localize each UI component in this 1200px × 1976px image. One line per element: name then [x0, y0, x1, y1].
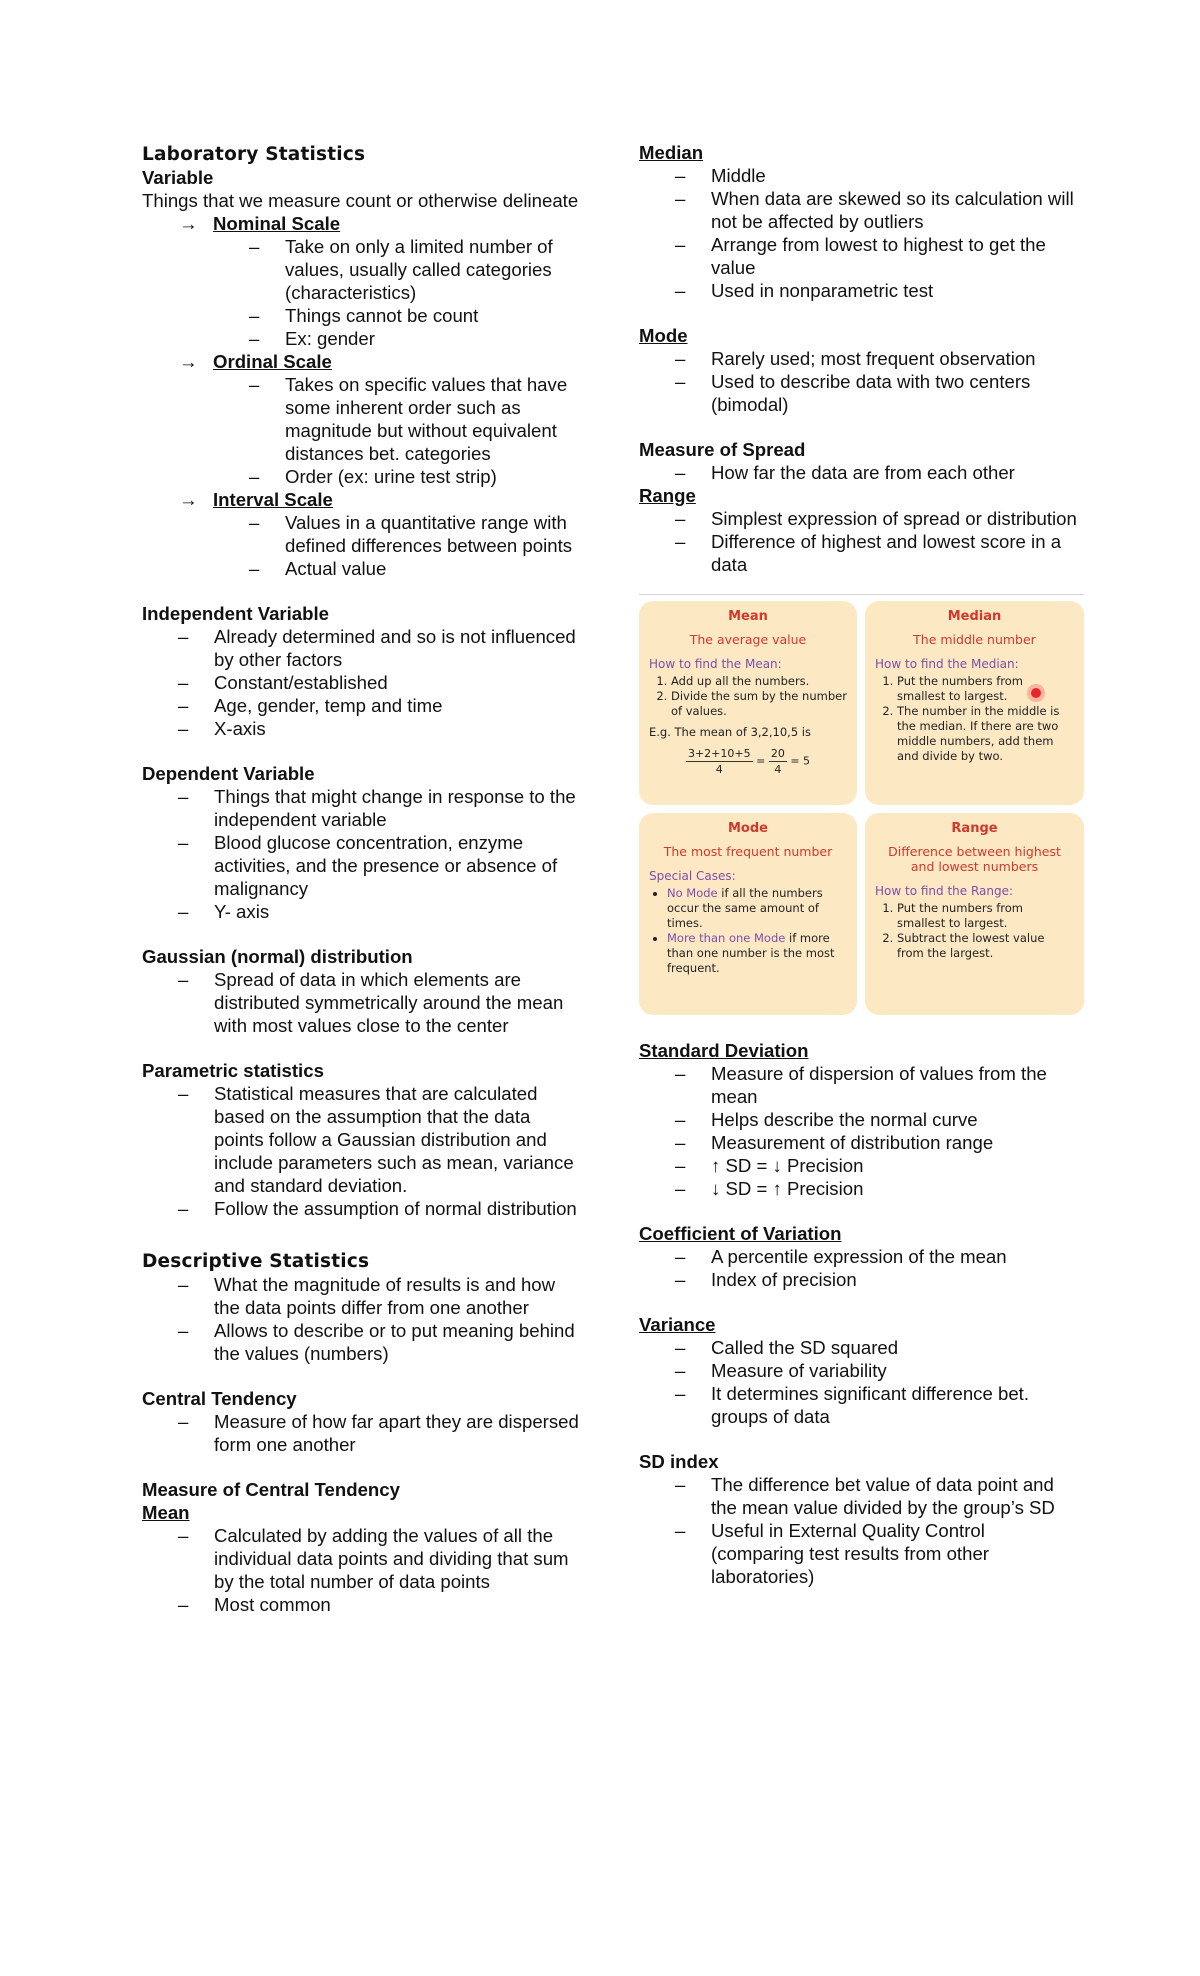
- independent-variable-list: [142, 625, 582, 740]
- cursor-dot-icon: [1031, 688, 1041, 698]
- list-item: – Useful in External Quality Control (comparing test results from other laboratories): [675, 1520, 989, 1587]
- list-item: – Most common: [178, 1594, 331, 1615]
- interval-scale-list: [142, 511, 582, 580]
- arrow-icon: →: [179, 489, 198, 510]
- list-item: – Used to describe data with two centers (bimodal): [675, 371, 1031, 415]
- list-item: – Helps describe the normal curve: [675, 1109, 978, 1130]
- central-tendency-infographic: [639, 594, 1084, 1015]
- list-item: – Index of precision: [675, 1269, 857, 1290]
- list-item: – X-axis: [178, 718, 266, 739]
- list-item: – Measure of dispersion of values from the mean: [675, 1063, 1047, 1107]
- list-item: – Used in nonparametric test: [675, 280, 934, 301]
- standard-deviation-heading: Standard Deviation: [639, 1040, 809, 1061]
- coefficient-of-variation-list: [639, 1245, 1079, 1291]
- mode-card: [639, 813, 857, 1015]
- list-item: – Measure of how far apart they are dispersed form one another: [178, 1411, 579, 1455]
- nominal-scale-list: [142, 235, 582, 350]
- list-item: – Things that might change in response to the independent variable: [178, 786, 576, 830]
- range-list: [639, 507, 1079, 576]
- list-item: – Difference of highest and lowest score in a data: [675, 531, 1062, 575]
- mode-card-subtitle: The most frequent number: [663, 844, 833, 859]
- left-column: [142, 143, 582, 1616]
- list-item: – Order (ex: urine test strip): [249, 466, 497, 487]
- mean-list: [142, 1524, 582, 1616]
- ordinal-scale-heading: → Ordinal Scale: [179, 351, 332, 372]
- list-item: – Middle: [675, 165, 766, 186]
- spread-list: [639, 461, 1079, 484]
- right-column: [639, 141, 1079, 1588]
- document-title: Laboratory Statistics: [142, 144, 366, 165]
- parametric-list: [142, 1082, 582, 1220]
- gaussian-heading: Gaussian (normal) distribution: [142, 946, 413, 967]
- median-list: [639, 164, 1079, 302]
- list-item: – Measurement of distribution range: [675, 1132, 994, 1153]
- list-item: – Simplest expression of spread or distribution: [675, 508, 1077, 529]
- list-item: – Allows to describe or to put meaning behind the values (numbers): [178, 1320, 575, 1364]
- descriptive-list: [142, 1273, 582, 1365]
- mode-list: [639, 347, 1079, 416]
- list-item: – Called the SD squared: [675, 1337, 899, 1358]
- mode-heading: Mode: [639, 325, 688, 346]
- measure-of-spread-heading: Measure of Spread: [639, 439, 806, 460]
- list-item: – Values in a quantitative range with defined differences between points: [249, 512, 573, 556]
- interval-scale-heading: → Interval Scale: [179, 489, 333, 510]
- list-item: – When data are skewed so its calculation will not be affected by outliers: [675, 188, 1074, 232]
- mean-heading: Mean: [142, 1502, 190, 1523]
- mode-card-title: Mode: [728, 821, 768, 836]
- dependent-variable-list: [142, 785, 582, 923]
- descriptive-statistics-heading: Descriptive Statistics: [142, 1251, 370, 1272]
- mean-card-how: How to find the Mean:: [649, 657, 782, 671]
- list-item: – Measure of variability: [675, 1360, 887, 1381]
- mean-formula: $\frac{3+2+10+5}{4}$ = $\frac{20}{4}$ = 5: [687, 747, 811, 776]
- list-item: – Calculated by adding the values of all the individual data points and dividing that sum by the total number of data points: [178, 1525, 569, 1592]
- variable-definition: Things that we measure count or otherwise delineate: [142, 190, 579, 211]
- list-item: – Rarely used; most frequent observation: [675, 348, 1036, 369]
- list-item: – Actual value: [249, 558, 387, 579]
- list-item: – Arrange from lowest to highest to get the value: [675, 234, 1046, 278]
- median-card: [865, 601, 1084, 805]
- list-item: – A percentile expression of the mean: [675, 1246, 1007, 1267]
- list-item: – Ex: gender: [249, 328, 375, 349]
- list-item: – Spread of data in which elements are distributed symmetrically around the mean with most values close to the center: [178, 969, 564, 1036]
- variance-heading: Variance: [639, 1314, 716, 1335]
- list-item: – Statistical measures that are calculated based on the assumption that the data points follow a Gaussian distribution and include parameters such as mean, variance and standard deviation.: [178, 1083, 574, 1196]
- range-card-subtitle: Difference between highest and lowest numbers: [888, 844, 1061, 874]
- sd-index-heading: SD index: [639, 1451, 719, 1472]
- list-item: – Things cannot be count: [249, 305, 479, 326]
- list-item: – ↓ SD = ↑ Precision: [675, 1178, 864, 1199]
- mean-card: [639, 601, 857, 805]
- measure-central-tendency-heading: Measure of Central Tendency: [142, 1479, 400, 1500]
- central-tendency-heading: Central Tendency: [142, 1388, 297, 1409]
- list-item: – How far the data are from each other: [675, 462, 1015, 483]
- mean-card-example: E.g. The mean of 3,2,10,5 is: [649, 725, 811, 739]
- sd-index-list: [639, 1473, 1079, 1588]
- parametric-heading: Parametric statistics: [142, 1060, 324, 1081]
- median-card-title: Median: [947, 609, 1002, 624]
- variable-heading: Variable: [142, 167, 214, 188]
- range-card-title: Range: [951, 821, 998, 836]
- nominal-scale-heading: → Nominal Scale: [179, 213, 341, 234]
- arrow-icon: →: [179, 351, 198, 372]
- list-item: – It determines significant difference bet. groups of data: [675, 1383, 1029, 1427]
- dependent-variable-heading: Dependent Variable: [142, 763, 315, 784]
- range-card-how: How to find the Range:: [875, 884, 1014, 898]
- list-item: – Age, gender, temp and time: [178, 695, 443, 716]
- list-item: – Y- axis: [178, 901, 270, 922]
- variance-list: [639, 1336, 1079, 1428]
- mean-card-subtitle: The average value: [689, 632, 807, 647]
- coefficient-of-variation-heading: Coefficient of Variation: [639, 1223, 842, 1244]
- mode-card-how: Special Cases:: [649, 869, 736, 883]
- list-item: – Blood glucose concentration, enzyme activities, and the presence or absence of malignancy: [178, 832, 558, 899]
- list-item: – What the magnitude of results is and how the data points differ from one another: [178, 1274, 556, 1318]
- median-card-how: How to find the Median:: [875, 657, 1019, 671]
- list-item: – Take on only a limited number of values, usually called categories (characteristics): [249, 236, 553, 303]
- mode-card-cases: • No Mode if all the numbers occur the same amount of times. • More than one Mode if more than one number is the most frequent.: [649, 886, 847, 976]
- list-item: – Takes on specific values that have some inherent order such as magnitude but without equivalent distances bet. categories: [249, 374, 568, 464]
- range-heading: Range: [639, 485, 696, 506]
- range-card-steps: 1. Put the numbers from smallest to largest. 2. Subtract the lowest value from the largest.: [875, 901, 1074, 961]
- median-card-subtitle: The middle number: [913, 632, 1036, 647]
- arrow-icon: →: [179, 213, 198, 234]
- list-item: – Follow the assumption of normal distribution: [178, 1198, 577, 1219]
- list-item: – Already determined and so is not influenced by other factors: [178, 626, 576, 670]
- standard-deviation-list: [639, 1062, 1079, 1200]
- mean-card-steps: 1. Add up all the numbers. 2. Divide the sum by the number of values.: [649, 674, 847, 719]
- list-item: – The difference bet value of data point and the mean value divided by the group’s SD: [675, 1474, 1055, 1518]
- range-card: [865, 813, 1084, 1015]
- independent-variable-heading: Independent Variable: [142, 603, 330, 624]
- mean-card-title: Mean: [728, 609, 768, 624]
- central-tendency-list: [142, 1410, 582, 1456]
- median-heading: Median: [639, 142, 704, 163]
- list-item: – Constant/established: [178, 672, 388, 693]
- gaussian-list: [142, 968, 582, 1037]
- median-card-steps: 1. Put the numbers from smallest to largest. 2. The number in the middle is the median. If there are two middle numbers, add them and divide by two.: [875, 674, 1074, 764]
- ordinal-scale-list: [142, 373, 582, 488]
- list-item: – ↑ SD = ↓ Precision: [675, 1155, 864, 1176]
